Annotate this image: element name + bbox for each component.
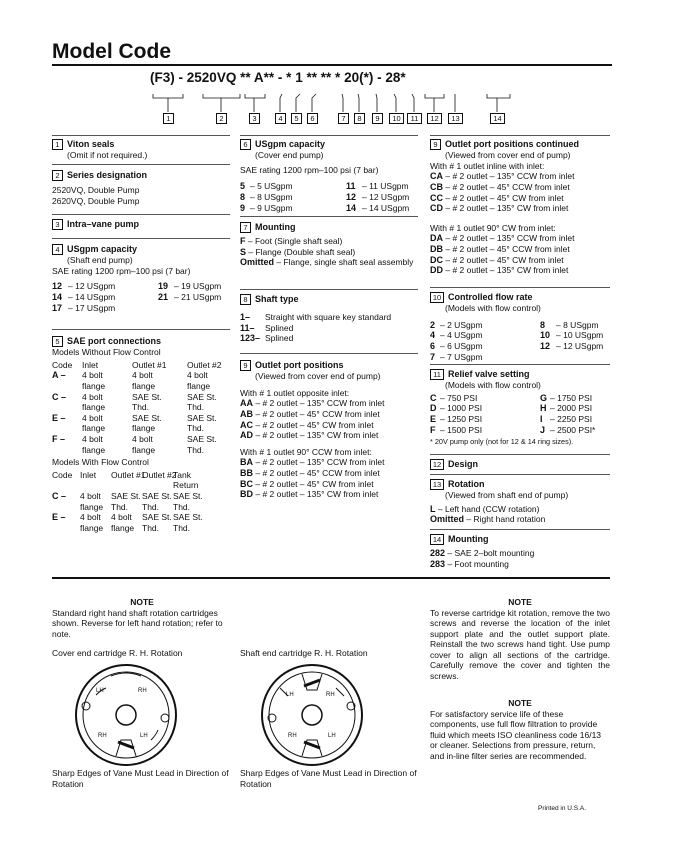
section-number: 9 [430,139,441,150]
divider [52,135,230,136]
section-1 [52,139,232,161]
right-note-2 [430,698,610,761]
section-text: (Viewed from cover end of pump) [445,150,571,161]
code-seg: VQ [216,70,237,85]
section-title: Series designation [67,170,148,180]
section-number: 12 [430,459,444,470]
divider [240,289,418,290]
seg-num: 9 [372,113,383,124]
seg-num: 1 [163,113,174,124]
code-seg: A [253,70,264,85]
section-title: Relief valve setting [448,369,530,379]
capacity-table: 12 – 12 USgpm 19 – 19 USgpm 14 – 14 USgpm 21 – 21 USgpm 17 – 17 USgpm [52,281,222,313]
divider [52,164,230,165]
section-number: 8 [240,294,251,305]
section-9: 9 Outlet port positions (Viewed from cover end of pump) With # 1 outlet opposite inlet: AA – # 2 outlet – 135° CCW from inlet AB – # 2 outlet – 45° CCW from inlet AC – # 2 outlet – 45° CW from inlet AD – # 2 outlet – 135° CW from inlet With # 1 outlet 90° CCW from inlet: BA – # 2 outlet – 135° CCW from inlet BB – # 2 outlet – 45° CCW from inlet BC – # 2 outlet – 45° CW from inlet BD – # 2 outlet – 135° CW from inlet [240,360,420,500]
title-rule [52,64,612,66]
section-11: 11 Relief valve setting (Models with flow control) C – 750 PSI G – 1750 PSI D – 1000 PSI H – 2000 PSI E – 1250 PSI I – 2250 PSI F – 1500 PSI J – 2500 PSI* * 20V pump only (not for 12 & 14 ring sizes). [430,369,610,448]
section-number: 5 [52,336,63,347]
section-3 [52,219,232,230]
code-seg: * [286,70,292,85]
section-text: With # 1 outlet 90° CCW from inlet: [240,446,372,457]
code-seg: (F3) [150,70,175,85]
section-text: (Omit if not required.) [67,150,148,161]
section-title: USgpm capacity [67,244,138,254]
divider [430,529,610,530]
section-title: Viton seals [67,139,115,149]
fig2-rh-label-2: RH [288,733,297,739]
section-9-continued: 9 Outlet port positions continued (Viewed from cover end of pump) With # 1 outlet inline with inlet: CA – # 2 outlet – 135° CCW from inlet CB – # 2 outlet – 45° CCW from inlet CC – # 2 outlet – 45° CW from inlet CD – # 2 outlet – 135° CW from inlet With # 1 outlet 90° CW from inlet: DA – # 2 outlet – 135° CCW from inlet DB – # 2 outlet – 45° CCW from inlet DC – # 2 outlet – 45° CW from inlet DD – # 2 outlet – 135° CW from inlet [430,139,610,276]
code-seg: 20 [344,70,360,85]
footnote: * 20V pump only (not for 12 & 14 ring sizes). [430,437,574,447]
section-text: (Models with flow control) [445,380,541,391]
code-seg: ** [263,70,275,85]
divider [430,135,610,136]
shaft-end-cartridge-figure [252,660,372,770]
section-title: Outlet port positions [255,360,344,370]
section-2 [52,170,232,206]
fig2-lh-label-2: LH [328,733,336,739]
fig1-caption: Cover end cartridge R. H. Rotation [52,648,183,658]
note-title: NOTE [508,698,532,708]
section-number: 3 [52,219,63,230]
divider [430,364,610,365]
section-14: 14 Mounting 282 – SAE 2–bolt mounting 283 – Foot mounting [430,534,535,569]
section-title: Outlet port positions continued [445,139,579,149]
divider [52,329,230,330]
section-title: Rotation [448,479,485,489]
model-code-string [150,70,406,85]
divider [240,135,418,136]
note-title: NOTE [508,597,532,607]
cover-end-cartridge-figure [66,660,186,770]
note-text: To reverse cartridge kit rotation, remove the two screws and reverse the location of the inlet support plate and the outlet support plate. Reinstall the two screws hand tight. Use pump cover to align all sections of the cartridge. Carefully remove the cover and tighten the screws. [430,607,610,681]
seg-num: 10 [389,113,404,124]
section-title: Shaft type [255,294,299,304]
note-title: NOTE [130,597,154,607]
fig1-rh-label-2: RH [98,733,107,739]
section-8: 8 Shaft type 1– Straight with square key standard 11– Splined 123– Splined [240,294,392,344]
port-table: Code Inlet Outlet #1 Outlet #2 A – 4 bolt 4 bolt 4 bolt flange flange flange C – 4 bolt SAE St. SAE St. flange Thd. Thd. E – 4 bolt SAE St. SAE St. flange flange Thd. F – 4 bolt 4 bolt SAE St. flange flange Thd. [52,359,222,455]
fig2-bottom-caption: Sharp Edges of Vane Must Lead in Direction of Rotation [240,768,417,789]
code-seg: - [178,70,184,85]
section-number: 14 [430,534,444,545]
code-seg: - [377,70,382,85]
fig2-rh-label: RH [326,692,335,698]
divider [52,238,230,239]
section-5 [52,336,232,533]
seg-num: 11 [407,113,422,124]
code-seg: * [400,70,406,85]
section-text: SAE rating 1200 rpm–100 psi (7 bar) [52,265,191,276]
section-title: USgpm capacity [255,139,326,149]
seg-num: 8 [354,113,365,124]
divider [430,287,610,288]
section-title: Mounting [255,222,296,232]
seg-num: 7 [338,113,349,124]
section-text: Models With Flow Control [52,457,149,468]
section-title: Controlled flow rate [448,292,533,302]
section-text: (Viewed from cover end of pump) [255,371,381,382]
fig2-caption: Shaft end cartridge R. H. Rotation [240,648,368,658]
section-text: 2520VQ, Double Pump [52,185,140,196]
left-note [52,597,232,639]
seg-num: 5 [291,113,302,124]
section-title: Mounting [448,534,489,544]
divider [240,216,418,217]
fig1-lh-label: LH [96,688,104,694]
section-number: 2 [52,170,63,181]
section-text: (Viewed from shaft end of pump) [445,490,569,501]
seg-num: 4 [275,113,286,124]
section-13: 13 Rotation (Viewed from shaft end of pump) L – Left hand (CCW rotation) Omitted – Right hand rotation [430,479,610,525]
seg-num: 6 [307,113,318,124]
note-text: For satisfactory service life of these components, use full flow filtration to provide fluid which meets ISO cleanliness code 16/13 or cleaner. Selections from pressure, return, and in-line filter series are recommended. [430,708,602,761]
code-seg: ** [320,70,332,85]
section-number: 13 [430,479,444,490]
section-text: 2620VQ, Double Pump [52,195,140,206]
section-6 [240,139,420,213]
port-table-flow: Code Inlet Outlet #1 Outlet #2 Tank Return C – 4 bolt SAE St. SAE St. SAE St. flange Thd. Thd. Thd. E – 4 bolt 4 bolt SAE St. SAE St. flange flange Thd. Thd. [52,469,203,533]
section-10: 10 Controlled flow rate (Models with flow control) 2 – 2 USgpm 8 – 8 USgpm 4 – 4 USgpm 10 – 10 USgpm 6 – 6 USgpm 12 – 12 USgpm 7 – 7 USgpm [430,292,610,362]
bottom-rule [52,577,610,579]
fig2-lh-label: LH [286,692,294,698]
section-text: (Cover end pump) [255,150,324,161]
divider [52,214,230,215]
divider [240,353,418,354]
fig1-bottom-caption: Sharp Edges of Vane Must Lead in Direction of Rotation [52,768,229,789]
section-title: SAE port connections [67,336,162,346]
section-number: 9 [240,360,251,371]
section-12 [430,459,610,470]
code-seg: ** [306,70,317,85]
code-bracket-diagram [0,86,673,126]
section-number: 1 [52,139,63,150]
code-seg: - [277,70,283,85]
page-title: Model Code [52,40,171,63]
seg-num: 12 [427,113,442,124]
section-text: (Models with flow control) [445,303,541,314]
code-seg: 2520 [186,70,217,85]
section-text: Models Without Flow Control [52,347,161,358]
section-text: With # 1 outlet inline with inlet: [430,160,545,171]
section-number: 11 [430,369,444,380]
seg-num: 3 [249,113,260,124]
code-seg: 1 [295,70,303,85]
note-text: Standard right hand shaft rotation cartridges shown. Reverse for left hand rotation; refer to note. [52,607,223,639]
section-title: Design [448,459,479,469]
section-text: With # 1 outlet opposite inlet: [240,387,350,398]
section-7: 7 Mounting F – Foot (Single shaft seal) S – Flange (Double shaft seal) Omitted – Flange, single shaft seal assembly [240,222,414,268]
code-seg: ** [240,70,251,85]
section-title: Intra–vane pump [67,219,140,229]
fig1-rh-label: RH [138,688,147,694]
code-seg: (*) [359,70,374,85]
section-number: 4 [52,244,63,255]
code-seg: * [335,70,341,85]
code-seg: 28 [385,70,401,85]
seg-num: 13 [448,113,463,124]
divider [430,454,610,455]
section-number: 7 [240,222,251,233]
section-text: SAE rating 1200 rpm–100 psi (7 bar) [240,164,379,175]
section-number: 10 [430,292,444,303]
section-text: (Shaft end pump) [67,255,133,266]
capacity-table: 5 – 5 USgpm 11 – 11 USgpm 8 – 8 USgpm 12 – 12 USgpm 9 – 9 USgpm 14 – 14 USgpm [240,181,410,213]
section-text: With # 1 outlet 90° CW from inlet: [430,222,556,233]
divider [430,474,610,475]
seg-num: 2 [216,113,227,124]
fig1-lh-label-2: LH [140,733,148,739]
right-note-1 [430,597,610,681]
seg-num: 14 [490,113,505,124]
printed-in: Printed in U.S.A. [538,805,587,812]
section-number: 6 [240,139,251,150]
section-4 [52,244,232,313]
